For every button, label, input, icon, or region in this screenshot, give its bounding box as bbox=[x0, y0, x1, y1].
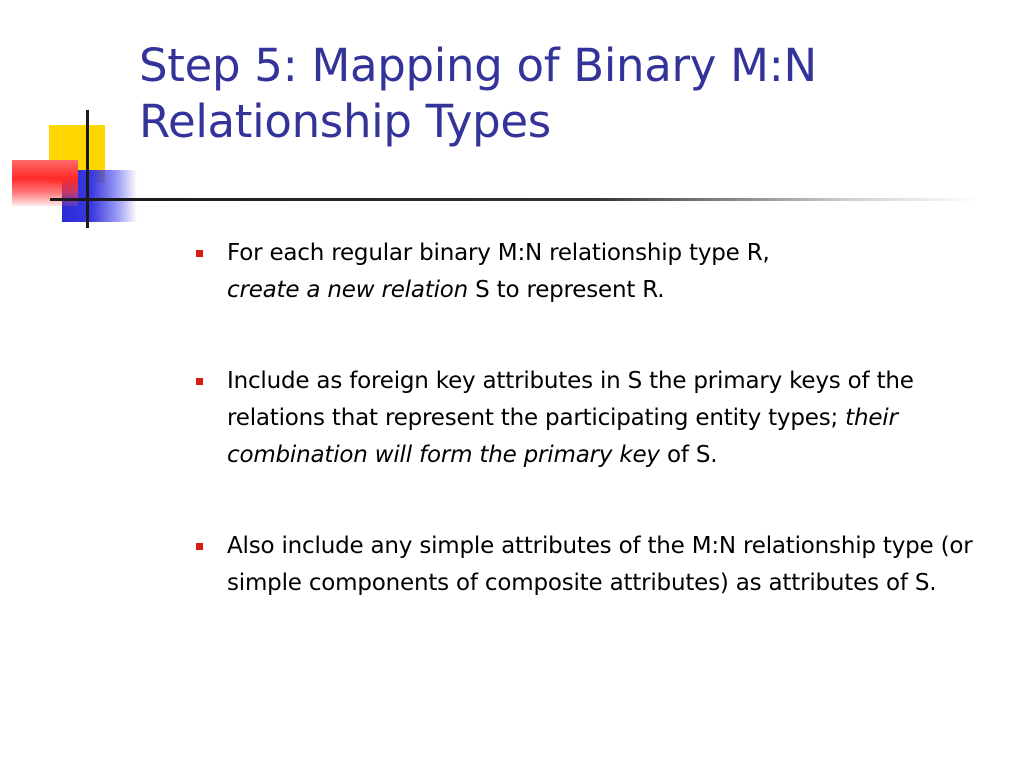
bullet-emphasis: create a new relation bbox=[227, 277, 469, 303]
bullet-emphasis: their combination will form the primary key bbox=[227, 405, 898, 468]
bullet-item bbox=[196, 528, 996, 602]
bullet-text: For each regular binary M:N relationship type R, bbox=[227, 240, 770, 266]
bullet-text-rest: of S. bbox=[659, 442, 718, 468]
bullet-item bbox=[196, 235, 996, 309]
slide-title-line-2: Relationship Types bbox=[139, 95, 551, 148]
bullet-item bbox=[196, 363, 996, 474]
bullet-marker-icon bbox=[196, 543, 203, 550]
slide-title bbox=[139, 38, 1009, 150]
bullet-text: Include as foreign key attributes in S the primary keys of the relations that represent the participating entity types; bbox=[227, 368, 914, 431]
slide-title-line-1: Step 5: Mapping of Binary M:N bbox=[139, 39, 817, 92]
decoration-horizontal-line bbox=[50, 198, 120, 201]
bullet-list bbox=[196, 235, 996, 602]
decoration-vertical-line bbox=[86, 110, 89, 228]
bullet-text-rest: S to represent R. bbox=[468, 277, 665, 303]
bullet-marker-icon bbox=[196, 378, 203, 385]
title-underline bbox=[120, 198, 980, 201]
bullet-marker-icon bbox=[196, 250, 203, 257]
bullet-text: Also include any simple attributes of the M:N relationship type (or simple components of composite attributes) as attributes of S. bbox=[227, 533, 973, 596]
